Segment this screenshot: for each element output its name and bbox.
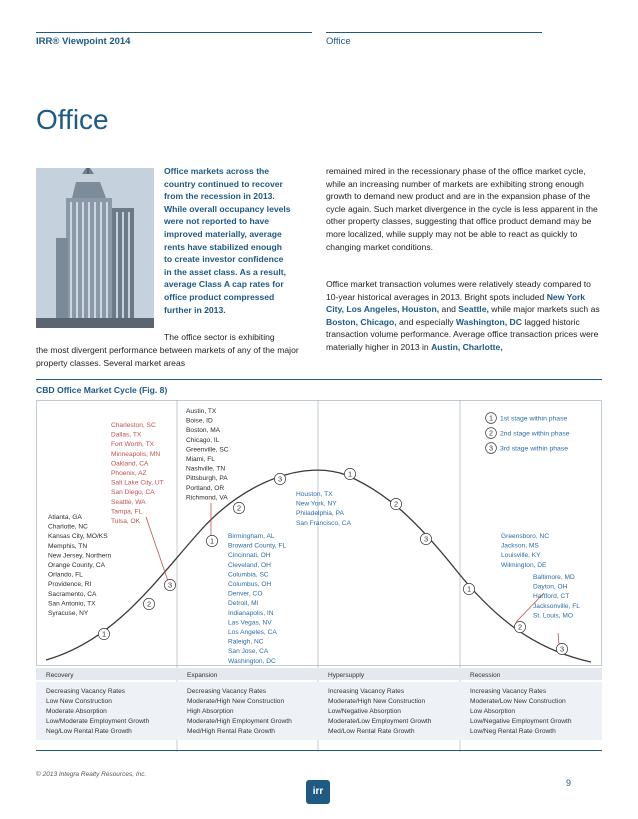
stage-marker-label: 3 <box>423 534 429 544</box>
phase-feature: Decreasing Vacancy Rates <box>187 688 267 695</box>
market-recovery-1: Orange County, CA <box>48 562 106 569</box>
leader-line <box>146 517 168 581</box>
phase-feature: Moderate/Low New Construction <box>470 698 566 705</box>
market-recession-1: Greensboro, NC <box>501 533 550 540</box>
market-expansion-1: Cincinnati, OH <box>228 552 271 560</box>
market-expansion-1: San Jose, CA <box>228 648 269 656</box>
figure-bottom-rule <box>36 750 602 751</box>
phase-feature: Increasing Vacancy Rates <box>328 688 405 695</box>
market-expansion-2: Pittsburgh, PA <box>186 475 228 483</box>
phase-feature: Low/Moderate Employment Growth <box>46 718 150 725</box>
stage-marker-label: 2 <box>236 503 242 513</box>
market-hypersupply-1: Houston, TX <box>296 491 333 498</box>
figure-title: CBD Office Market Cycle (Fig. 8) <box>36 385 168 395</box>
header-rule-right <box>326 32 542 33</box>
phase-name: Recession <box>470 672 501 679</box>
market-recession-2: Jacksonville, FL <box>533 602 580 610</box>
market-recession-1: Wilmington, DE <box>501 561 547 569</box>
phase-feature: Moderate/High Employment Growth <box>187 718 292 725</box>
market-expansion-2: Boston, MA <box>186 427 221 435</box>
legend-label: 3rd stage within phase <box>500 445 569 453</box>
paragraph-3: Office market transaction volumes were relatively steady compared to 10-year historical averages in 2013. Bright spots included New York City, Los Angeles, Houston, and Seattle, while major markets such as Boston, Chicago, and especially Washington, DC lagged historic transaction volume performance. Average office transaction prices were materially higher in 2013 in Austin, Charlotte, <box>326 279 600 352</box>
market-recovery-1: Orlando, FL <box>48 571 83 579</box>
legend-label: 1st stage within phase <box>500 415 568 423</box>
market-recovery-3: Phoenix, AZ <box>111 470 147 477</box>
paragraph-2: remained mired in the recessionary phase of the office market cycle, while an increasing number of markets are exhibiting strong enough growth to demand new product and are in the expansion phase of the cycle again. Such market divergence in the cycle is less apparent in the other property classes, suggesting that office product demand may be more localized, while supply may not be able to react as quickly to changing market conditions. <box>326 166 598 252</box>
phase-name: Recovery <box>46 672 74 679</box>
phase-feature: Moderate/Low Employment Growth <box>328 718 432 725</box>
market-expansion-1: Denver, CO <box>228 590 263 598</box>
legend <box>486 413 570 454</box>
legend-label: 2nd stage within phase <box>500 430 570 438</box>
phase-feature: Low/Negative Absorption <box>328 708 401 715</box>
stage-marker-label: 2 <box>393 499 399 509</box>
market-expansion-2: Nashville, TN <box>186 465 226 473</box>
legend-marker-label: 3 <box>489 443 493 453</box>
market-recovery-3: Fort Worth, TX <box>111 441 154 449</box>
page-number: 9 <box>566 778 572 788</box>
phase-feature: Low/Neg Rental Rate Growth <box>470 728 556 735</box>
publication-title: IRR® Viewpoint 2014 <box>36 36 131 47</box>
market-expansion-1: Washington, DC <box>228 657 276 665</box>
market-recovery-3: Minneapolis, MN <box>111 450 161 458</box>
phase-feature: Low New Construction <box>46 698 112 705</box>
market-expansion-2: Boise, ID <box>186 417 213 425</box>
market-recovery-3: Oakland, CA <box>111 460 149 468</box>
legend-marker-label: 1 <box>489 413 493 423</box>
market-expansion-1: Cleveland, OH <box>228 561 271 569</box>
market-recession-2: Baltimore, MD <box>533 574 575 581</box>
figure-top-rule <box>36 379 602 380</box>
stage-marker-label: 2 <box>517 622 523 632</box>
market-recovery-1: Memphis, TN <box>48 542 88 550</box>
market-hypersupply-1: Philadelphia, PA <box>296 510 344 518</box>
market-expansion-2: Austin, TX <box>186 408 217 415</box>
market-recovery-3: Salt Lake City, UT <box>111 479 164 487</box>
market-recovery-3: Tulsa, OK <box>111 518 141 525</box>
market-expansion-1: Columbia, SC <box>228 571 269 579</box>
phase-feature: Med/Low Rental Rate Growth <box>328 728 415 735</box>
phase-feature: High Absorption <box>187 708 234 715</box>
stage-marker-label: 3 <box>167 580 173 590</box>
market-recession-2: St. Louis, MO <box>533 612 573 620</box>
stage-marker-label: 1 <box>209 536 215 546</box>
phase-feature: Decreasing Vacancy Rates <box>46 688 126 695</box>
market-expansion-2: Richmond, VA <box>186 494 228 502</box>
market-recovery-1: Charlotte, NC <box>48 523 88 531</box>
market-hypersupply-1: San Francisco, CA <box>296 519 351 527</box>
intro-callout: Office markets across the country continued to recover from the recession in 2013. While overall occupancy levels were not reported to have improved materially, average rents have stabilized enough to create investor confidence in the asset class. As a result, average Class A cap rates for office product compressed further in 2013. <box>164 166 291 315</box>
market-hypersupply-1: New York, NY <box>296 500 337 508</box>
stage-marker-label: 3 <box>559 644 565 654</box>
stage-marker-label: 1 <box>347 469 353 479</box>
leader-line <box>558 633 559 644</box>
market-expansion-1: Columbus, OH <box>228 581 272 588</box>
irr-logo: irr <box>306 780 330 804</box>
page-title: Office <box>36 104 109 135</box>
market-recovery-1: Kansas City, MO/KS <box>48 533 108 541</box>
market-expansion-1: Detroit, MI <box>228 600 259 608</box>
header-rule-left <box>36 32 312 33</box>
phase-feature: Neg/Low Rental Rate Growth <box>46 728 132 735</box>
phase-feature: Med/High Rental Rate Growth <box>187 728 275 735</box>
section-label: Office <box>326 36 351 47</box>
phase-name: Expansion <box>187 672 218 679</box>
market-recovery-3: Seattle, WA <box>111 498 146 506</box>
market-recovery-3: Tampa, FL <box>111 508 143 516</box>
market-recovery-1: Providence, RI <box>48 581 92 589</box>
phase-feature: Low Absorption <box>470 708 516 715</box>
market-recovery-1: Sacramento, CA <box>48 590 97 598</box>
market-recovery-1: Atlanta, GA <box>48 514 82 521</box>
market-cycle-diagram <box>36 400 602 752</box>
paragraph-1-rest: the most divergent performance between markets of any of the major property classes. Several market areas <box>36 345 299 368</box>
market-expansion-1: Las Vegas, NV <box>228 619 272 627</box>
legend-marker-label: 2 <box>489 428 493 438</box>
stage-marker-label: 1 <box>466 584 472 594</box>
market-recovery-3: Dallas, TX <box>111 431 142 439</box>
market-expansion-2: Miami, FL <box>186 456 215 463</box>
market-expansion-2: Chicago, IL <box>186 436 220 444</box>
market-recession-1: Louisville, KY <box>501 552 541 560</box>
market-expansion-1: Broward County, FL <box>228 542 287 550</box>
office-building-photo <box>36 168 154 328</box>
copyright: © 2013 Integra Realty Resources, Inc. <box>36 771 147 778</box>
phase-feature: Increasing Vacancy Rates <box>470 688 547 695</box>
stage-marker-label: 2 <box>146 599 152 609</box>
market-expansion-1: Los Angeles, CA <box>228 629 277 636</box>
market-recovery-1: San Antonio, TX <box>48 600 96 608</box>
market-recovery-1: Syracuse, NY <box>48 610 89 617</box>
phase-feature: Moderate/High New Construction <box>187 698 285 705</box>
market-recession-2: Dayton, OH <box>533 583 568 591</box>
market-expansion-2: Greenville, SC <box>186 446 229 454</box>
market-recovery-3: San Diego, CA <box>111 489 155 497</box>
market-recovery-1: New Jersey, Northern <box>48 552 112 560</box>
market-expansion-1: Raleigh, NC <box>228 638 264 646</box>
market-recession-2: Hartford, CT <box>533 593 570 601</box>
phase-name-band <box>36 668 602 680</box>
stage-marker-label: 1 <box>101 629 107 639</box>
market-expansion-1: Birmingham, AL <box>228 533 275 540</box>
stage-marker-label: 3 <box>277 474 283 484</box>
phase-name: Hypersupply <box>328 672 365 679</box>
market-expansion-1: Indianapolis, IN <box>228 609 274 617</box>
market-recovery-3: Charleston, SC <box>111 422 156 429</box>
paragraph-1-start: The office sector is exhibiting <box>164 332 275 342</box>
stage-markers <box>98 465 570 654</box>
market-expansion-2: Portland, OR <box>186 484 225 492</box>
phase-feature: Moderate Absorption <box>46 708 107 715</box>
phase-feature: Low/Negative Employment Growth <box>470 718 572 725</box>
callout-leaders <box>146 500 559 644</box>
market-recession-1: Jackson, MS <box>501 542 539 550</box>
phase-feature: Moderate/High New Construction <box>328 698 426 705</box>
